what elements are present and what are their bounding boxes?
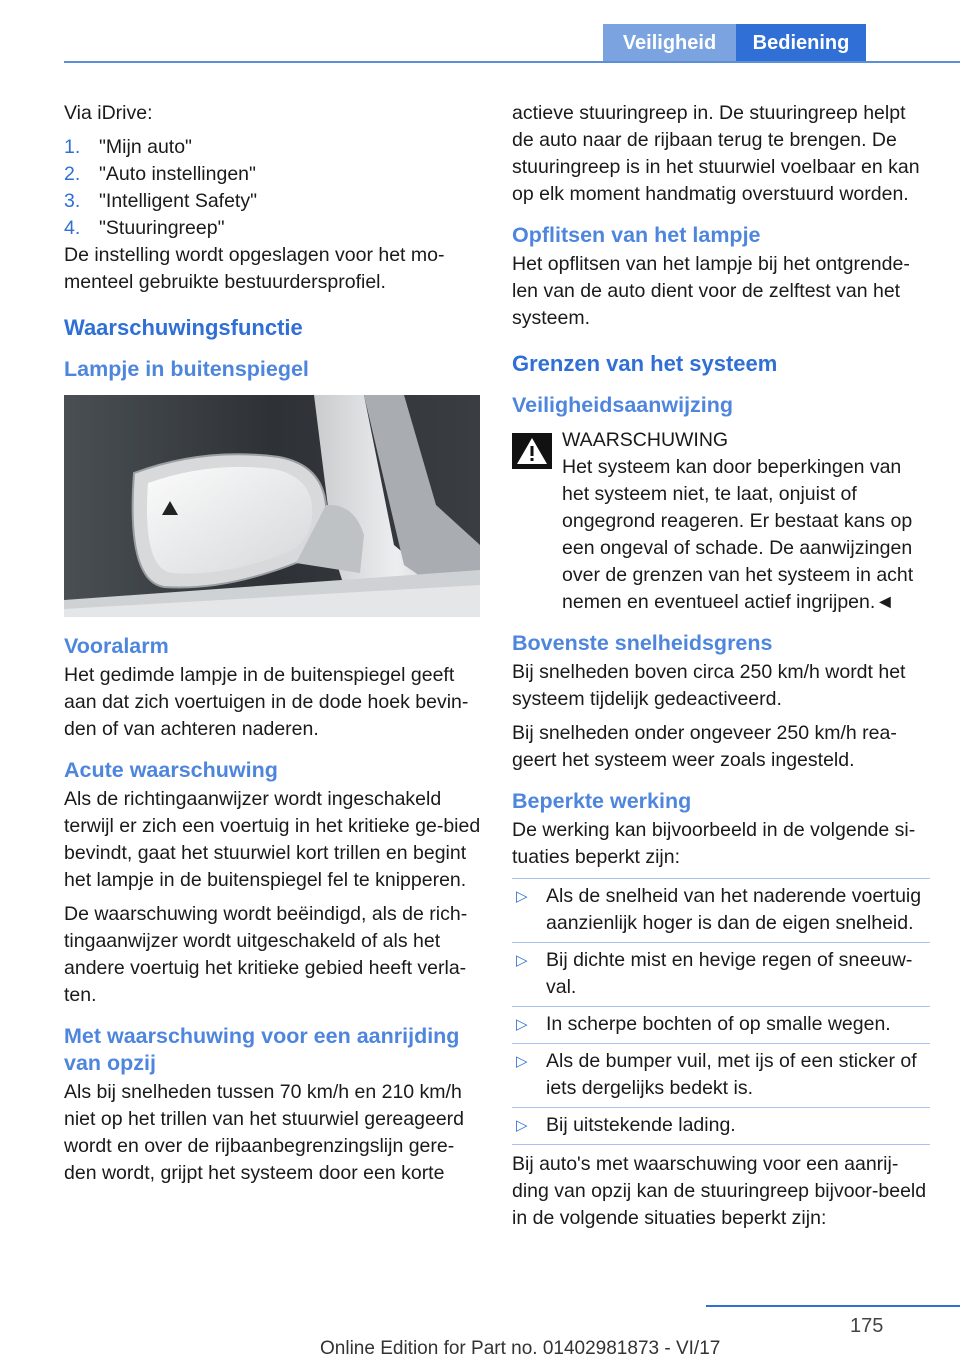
warning-triangle-icon xyxy=(512,433,552,469)
side-collision-text: Als bij snelheden tussen 70 km/h en 210 km/h niet op het trillen van het stuurwiel gereageerd wordt en over de rijbaanbegrenzingslijn gere-den wordt, grijpt het systeem door een korte xyxy=(64,1081,464,1184)
intro-text: Via iDrive: xyxy=(64,102,153,124)
triangle-bullet-icon: ▷ xyxy=(516,888,528,905)
heading-mirror-lamp: Lampje in buitenspiegel xyxy=(64,357,309,381)
warning-label: WAARSCHUWING xyxy=(562,429,729,451)
limited-intro: De werking kan bijvoorbeeld in de volgende si-tuaties beperkt zijn: xyxy=(512,819,916,868)
triangle-bullet-icon: ▷ xyxy=(516,1016,528,1033)
list-item-text: Bij uitstekende lading. xyxy=(546,1114,736,1136)
heading-side-collision: Met waarschuwing voor een aanrijding van opzij xyxy=(64,1024,460,1075)
edition-note: Online Edition for Part no. 01402981873 - VI/17 xyxy=(320,1338,721,1359)
list-item-text: Als de snelheid van het naderende voertuig aanzienlijk hoger is dan de eigen snelheid. xyxy=(546,885,922,934)
prealarm-text: Het gedimde lampje in de buitenspiegel geeft aan dat zich voertuigen in de dode hoek bevin-den of van achteren naderen. xyxy=(64,664,469,740)
step-item xyxy=(64,188,482,215)
triangle-bullet-icon: ▷ xyxy=(516,1053,528,1070)
idrive-steps xyxy=(64,134,482,242)
step-item xyxy=(64,134,482,161)
step-number: 1. xyxy=(64,136,81,158)
heading-prealarm: Vooralarm xyxy=(64,634,169,658)
tab-bediening[interactable]: Bediening xyxy=(736,24,866,63)
header-rule xyxy=(64,61,960,63)
heading-limited-function: Beperkte werking xyxy=(512,789,692,813)
left-column xyxy=(64,100,482,1194)
step-text: "Stuuringreep" xyxy=(99,217,225,239)
triangle-bullet-icon: ▷ xyxy=(516,1117,528,1134)
heading-lamp-flash: Opflitsen van het lampje xyxy=(512,223,761,247)
mirror-photo xyxy=(64,395,480,617)
step-number: 2. xyxy=(64,163,81,185)
step-item xyxy=(64,215,482,242)
continued-text: actieve stuuringreep in. De stuuringreep helpt de auto naar de rijbaan terug te brengen. De stuuringreep is in het stuurwiel voelbaar en kan op elk moment handmatig overstuurd worden. xyxy=(512,102,920,205)
heading-upper-speed: Bovenste snelheidsgrens xyxy=(512,631,773,655)
upper-text-2: Bij snelheden onder ongeveer 250 km/h rea-geert het systeem weer zoals ingesteld. xyxy=(512,722,897,771)
step-text: "Intelligent Safety" xyxy=(99,190,258,212)
acute-text-1: Als de richtingaanwijzer wordt ingeschakeld terwijl er zich een voertuig in het kritieke ge-bied bevindt, gaat het stuurwiel kort trillen en begint het lampje in de buitenspiegel fel te knipperen. xyxy=(64,788,481,891)
flash-text: Het opflitsen van het lampje bij het ontgrende-len van de auto dient voor de zelftest van het systeem. xyxy=(512,253,910,329)
list-item xyxy=(512,1108,930,1145)
right-column xyxy=(512,100,930,1239)
step-number: 4. xyxy=(64,217,81,239)
heading-safety-note: Veiligheidsaanwijzing xyxy=(512,393,734,417)
step-number: 3. xyxy=(64,190,81,212)
list-item xyxy=(512,1044,930,1108)
list-item-text: In scherpe bochten of op smalle wegen. xyxy=(546,1013,891,1035)
list-item-text: Als de bumper vuil, met ijs of een sticker of iets dergelijks bedekt is. xyxy=(546,1050,917,1099)
step-text: "Auto instellingen" xyxy=(99,163,256,185)
warning-box xyxy=(512,427,930,616)
tab-veiligheid[interactable]: Veiligheid xyxy=(603,24,736,63)
list-item xyxy=(512,943,930,1007)
warning-text: Het systeem kan door beperkingen van het systeem niet, te laat, onjuist of ongegrond reageren. Er bestaat kans op een ongeval of schade. De aanwijzingen over de grenzen van het systeem in acht nemen en eventueel actief ingrijpen.◄ xyxy=(562,456,914,613)
footer-rule xyxy=(706,1305,960,1307)
list-item xyxy=(512,1007,930,1044)
final-text: Bij auto's met waarschuwing voor een aanrij-ding van opzij kan de stuuringreep bijvoor-beeld in de volgende situaties beperkt zijn: xyxy=(512,1153,927,1229)
saved-note: De instelling wordt opgeslagen voor het mo-menteel gebruikte bestuurdersprofiel. xyxy=(64,244,445,293)
step-text: "Mijn auto" xyxy=(99,136,192,158)
limited-list xyxy=(512,878,930,1145)
heading-system-limits: Grenzen van het systeem xyxy=(512,351,778,376)
acute-text-2: De waarschuwing wordt beëindigd, als de rich-tingaanwijzer wordt uitgeschakeld of als het andere voertuig het kritieke gebied heeft verla-ten. xyxy=(64,903,468,1006)
list-item xyxy=(512,879,930,943)
list-item-text: Bij dichte mist en hevige regen of sneeuw-val. xyxy=(546,949,913,998)
heading-acute-warning: Acute waarschuwing xyxy=(64,758,278,782)
upper-text-1: Bij snelheden boven circa 250 km/h wordt het systeem tijdelijk gedeactiveerd. xyxy=(512,661,906,710)
page-number: 175 xyxy=(850,1315,884,1337)
step-item xyxy=(64,161,482,188)
triangle-bullet-icon: ▷ xyxy=(516,952,528,969)
heading-warning-function: Waarschuwingsfunctie xyxy=(64,315,303,340)
